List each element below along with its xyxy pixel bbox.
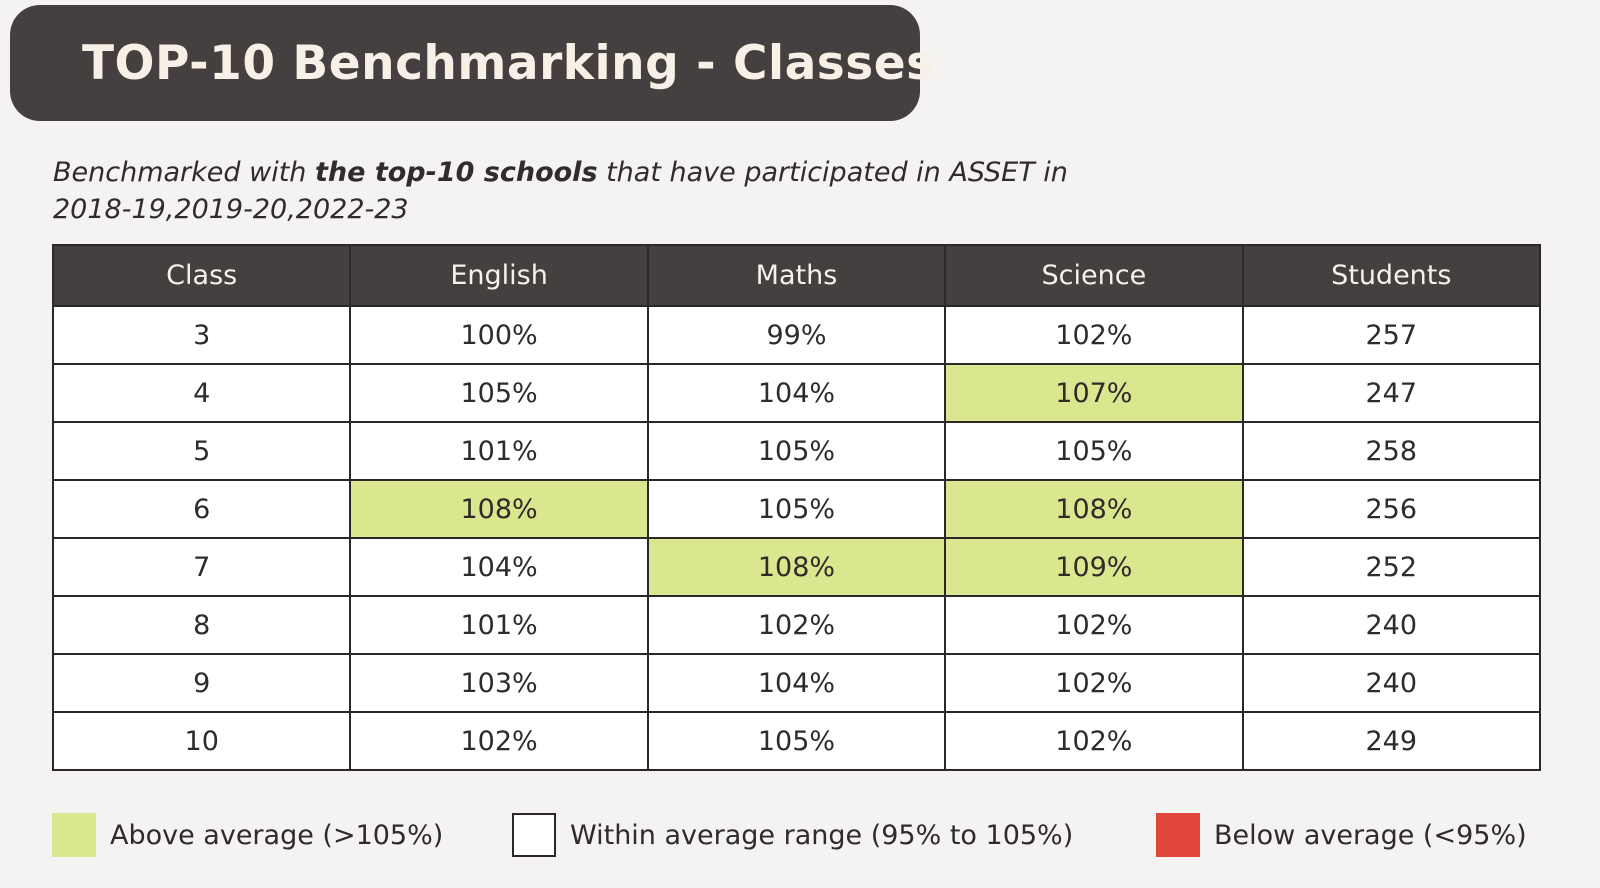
- table-row: [53, 712, 1540, 770]
- cell-maths: 99%: [648, 306, 945, 364]
- legend-item-above: [52, 812, 443, 858]
- cell-science: 102%: [945, 596, 1242, 654]
- subtitle-suffix: that have participated in ASSET in: [597, 157, 1068, 188]
- column-header-english: English: [350, 245, 647, 306]
- cell-class: 5: [53, 422, 350, 480]
- subtitle-years: 2018-19,2019-20,2022-23: [53, 194, 409, 225]
- cell-english: 104%: [350, 538, 647, 596]
- cell-class: 10: [53, 712, 350, 770]
- legend-label-below: Below average (<95%): [1214, 819, 1527, 851]
- cell-maths: 105%: [648, 480, 945, 538]
- within-average-swatch: [512, 813, 556, 857]
- cell-class: 6: [53, 480, 350, 538]
- cell-students: 240: [1243, 596, 1540, 654]
- cell-science: 108%: [945, 480, 1242, 538]
- legend-item-below: [1156, 812, 1527, 858]
- column-header-class: Class: [53, 245, 350, 306]
- table-row: [53, 596, 1540, 654]
- benchmark-table: [52, 244, 1541, 771]
- cell-students: 257: [1243, 306, 1540, 364]
- cell-science: 102%: [945, 306, 1242, 364]
- cell-science: 105%: [945, 422, 1242, 480]
- below-average-swatch: [1156, 813, 1200, 857]
- subtitle: [53, 154, 1203, 228]
- cell-english: 102%: [350, 712, 647, 770]
- cell-class: 9: [53, 654, 350, 712]
- page-title: TOP-10 Benchmarking - Classes: [82, 35, 935, 91]
- subtitle-emphasis: the top-10 schools: [314, 157, 598, 188]
- cell-maths: 105%: [648, 712, 945, 770]
- legend: [52, 812, 1592, 858]
- table-body: [53, 306, 1540, 770]
- legend-item-within: [512, 812, 1073, 858]
- cell-english: 108%: [350, 480, 647, 538]
- cell-maths: 104%: [648, 364, 945, 422]
- cell-students: 256: [1243, 480, 1540, 538]
- cell-english: 105%: [350, 364, 647, 422]
- column-header-science: Science: [945, 245, 1242, 306]
- table-row: [53, 364, 1540, 422]
- table-row: [53, 306, 1540, 364]
- table-row: [53, 422, 1540, 480]
- cell-class: 7: [53, 538, 350, 596]
- cell-maths: 108%: [648, 538, 945, 596]
- cell-students: 258: [1243, 422, 1540, 480]
- cell-english: 101%: [350, 596, 647, 654]
- table-row: [53, 654, 1540, 712]
- table-row: [53, 480, 1540, 538]
- cell-maths: 104%: [648, 654, 945, 712]
- cell-maths: 102%: [648, 596, 945, 654]
- cell-science: 102%: [945, 712, 1242, 770]
- legend-label-within: Within average range (95% to 105%): [570, 819, 1074, 851]
- cell-english: 101%: [350, 422, 647, 480]
- cell-class: 8: [53, 596, 350, 654]
- cell-english: 103%: [350, 654, 647, 712]
- cell-english: 100%: [350, 306, 647, 364]
- cell-class: 4: [53, 364, 350, 422]
- legend-label-above: Above average (>105%): [110, 819, 444, 851]
- cell-science: 102%: [945, 654, 1242, 712]
- cell-class: 3: [53, 306, 350, 364]
- cell-science: 107%: [945, 364, 1242, 422]
- cell-students: 240: [1243, 654, 1540, 712]
- title-banner: [10, 5, 935, 121]
- above-average-swatch: [52, 813, 96, 857]
- cell-students: 249: [1243, 712, 1540, 770]
- subtitle-prefix: Benchmarked with: [53, 157, 315, 188]
- cell-students: 247: [1243, 364, 1540, 422]
- cell-maths: 105%: [648, 422, 945, 480]
- cell-students: 252: [1243, 538, 1540, 596]
- table-header-row: [53, 245, 1540, 306]
- column-header-students: Students: [1243, 245, 1540, 306]
- table-row: [53, 538, 1540, 596]
- cell-science: 109%: [945, 538, 1242, 596]
- column-header-maths: Maths: [648, 245, 945, 306]
